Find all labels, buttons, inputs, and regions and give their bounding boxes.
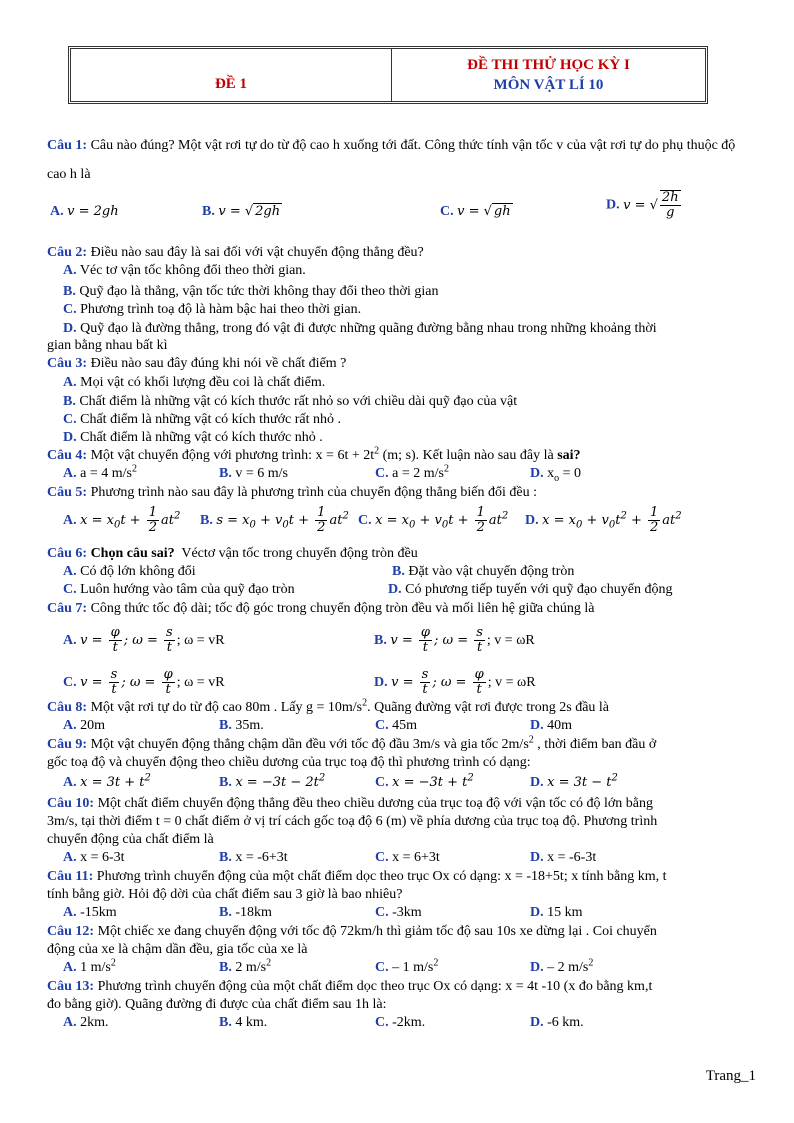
q6-option-b: B. Đặt vào vật chuyển động tròn xyxy=(392,564,575,579)
q13-option-c: C. -2km. xyxy=(375,1015,426,1030)
question-6: Câu 6: Chọn câu sai? Véctơ vận tốc trong chuyển động tròn đều xyxy=(47,546,418,561)
q3-option-a: A. Mọi vật có khối lượng đều coi là chất điểm. xyxy=(63,375,326,390)
question-13-cont: đo bằng giờ). Quãng đường đi được của chất điểm sau 1h là: xyxy=(47,997,387,1012)
q7-option-c: C. v = $\frac{s}{t}$ ; ω = $\frac{\varphi}{t}$ ; ω = vR xyxy=(63,667,225,697)
q9-option-d: D. $x = 3t - t^2$ xyxy=(530,772,618,790)
q12-option-c: C. – 1 $m/s^2$ xyxy=(375,957,439,975)
question-2: Câu 2: Điều nào sau đây là sai đối với vật chuyển động thẳng đều? xyxy=(47,245,424,260)
q7-option-d: D. v = $\frac{s}{t}$ ; ω = $\frac{\varphi}{t}$ ; v = ωR xyxy=(374,667,536,697)
q5-option-a: A. $x = x_0t$ + $\frac{1}{2}$ $at^2$ xyxy=(63,505,181,535)
question-9-cont: gốc toạ độ và chuyển động theo chiều dương của trục toạ độ thì phương trình có dạng: xyxy=(47,755,531,770)
q7-option-a: A. v = $\frac{\varphi}{t}$ ; ω = $\frac{s}{t}$ ; ω = vR xyxy=(63,625,225,655)
q4-option-a: A. a = 4 $m/s^2$ xyxy=(63,463,137,481)
q13-option-d: D. -6 km. xyxy=(530,1015,584,1030)
question-7: Câu 7: Công thức tốc độ dài; tốc độ góc trong chuyển động tròn đều và mối liên hệ giữa chúng là xyxy=(47,601,595,616)
q2-option-b: B. Quỹ đạo là thẳng, vận tốc tức thời không thay đổi theo thời gian xyxy=(63,284,439,299)
q11-option-d: D. 15 km xyxy=(530,905,583,920)
q3-option-c: C. Chất điểm là những vật có kích thước rất nhỏ . xyxy=(63,412,342,427)
q10-option-d: D. x = -6-3t xyxy=(530,850,597,865)
q6-option-c: C. Luôn hướng vào tâm của quỹ đạo tròn xyxy=(63,582,295,597)
q1-option-b: B. v = √ 2gh xyxy=(202,204,281,219)
question-3: Câu 3: Điều nào sau đây đúng khi nói về chất điểm ? xyxy=(47,356,347,371)
q8-option-a: A. 20m xyxy=(63,718,106,733)
q11-option-c: C. -3km xyxy=(375,905,422,920)
exam-code xyxy=(71,49,392,101)
question-5: Câu 5: Phương trình nào sau đây là phương trình của chuyển động thẳng biến đổi đều : xyxy=(47,485,537,500)
q12-option-b: B. 2 $m/s^2$ xyxy=(219,957,272,975)
q5-option-c: C. $x = x_0 + v_0t$ + $\frac{1}{2}$ $at^2$ xyxy=(358,505,509,535)
question-text: Câu nào đúng? Một vật rơi tự do từ độ cao h xuống tới đất. Công thức tính vận tốc v của vật rơi tự do phụ thuộc độ cao h là xyxy=(47,138,736,182)
exam-title xyxy=(392,49,705,101)
exam-title-line1: ĐỀ THI THỬ HỌC KỲ I xyxy=(467,57,630,73)
q7-option-b: B. v = $\frac{\varphi}{t}$ ; ω = $\frac{s}{t}$ ; v = ωR xyxy=(374,625,535,655)
question-12: Câu 12: Một chiếc xe đang chuyển động với tốc độ 72km/h thì giảm tốc độ sau 10s xe dừng lại . Coi chuyển xyxy=(47,924,657,939)
question-8: Câu 8: Một vật rơi tự do từ độ cao 80m . Lấy $g = 10m/s^2$. Quãng đường vật rơi được trong 2s đầu là xyxy=(47,697,610,715)
q4-option-d: D. $x_o = 0$ xyxy=(530,466,582,484)
question-9: Câu 9: Một vật chuyển động thẳng chậm dần đều với tốc độ đầu 3m/s và gia tốc $2m/s^2$ , thời điểm ban đầu ở xyxy=(47,734,657,752)
q13-option-a: A. 2km. xyxy=(63,1015,109,1030)
q10-option-c: C. x = 6+3t xyxy=(375,850,440,865)
q1-option-c: C. v = √ gh xyxy=(440,204,511,219)
q2-option-d-cont: gian bằng nhau bất kì xyxy=(47,338,168,353)
q3-option-b: B. Chất điểm là những vật có kích thước rất nhỏ so với chiều dài quỹ đạo của vật xyxy=(63,394,518,409)
question-number: Câu 1: xyxy=(47,138,88,153)
q4-option-c: C. a = 2 $m/s^2$ xyxy=(375,463,449,481)
question-1 xyxy=(47,131,757,189)
q12-option-d: D. – 2 $m/s^2$ xyxy=(530,957,594,975)
exam-header xyxy=(68,46,708,104)
question-10-cont2: chuyển động của chất điểm là xyxy=(47,832,214,847)
exam-title-line2: MÔN VẬT LÍ 10 xyxy=(493,77,604,93)
q1-option-a: A. v = 2gh xyxy=(50,204,119,219)
question-12-cont: động của xe là chậm dần đều, gia tốc của xe là xyxy=(47,942,308,957)
q9-option-b: B. $x = -3t - 2t^2$ xyxy=(219,772,326,790)
q3-option-d: D. Chất điểm là những vật có kích thước nhỏ . xyxy=(63,430,323,445)
q4-option-b: B. v = 6 m/s xyxy=(219,466,288,481)
q5-option-b: B. $s = x_0 + v_0t$ + $\frac{1}{2}$ $at^2$ xyxy=(200,505,349,535)
q6-option-a: A. Có độ lớn không đổi xyxy=(63,564,196,579)
q8-option-c: C. 45m xyxy=(375,718,418,733)
question-11-cont: tính bằng giờ. Hỏi độ dời của chất điểm sau 3 giờ là bao nhiêu? xyxy=(47,887,403,902)
q2-option-a: A. Véc tơ vận tốc không đổi theo thời gian. xyxy=(63,263,306,278)
q10-option-b: B. x = -6+3t xyxy=(219,850,288,865)
q10-option-a: A. x = 6-3t xyxy=(63,850,125,865)
q13-option-b: B. 4 km. xyxy=(219,1015,268,1030)
q5-option-d: D. $x = x_0 + v_0t^2$ + $\frac{1}{2}$ $at^2$ xyxy=(525,505,682,535)
q2-option-d: D. Quỹ đạo là đường thẳng, trong đó vật đi được những quãng đường bằng nhau trong những khoảng thời xyxy=(63,321,657,336)
q1-option-d: D. v = √ $\frac{2h}{g}$ xyxy=(606,190,679,220)
q8-option-d: D. 40m xyxy=(530,718,573,733)
q11-option-a: A. -15km xyxy=(63,905,117,920)
question-10: Câu 10: Một chất điểm chuyển động thẳng đều theo chiều dương của trục toạ độ với vận tốc có độ lớn bằng xyxy=(47,796,653,811)
q9-option-a: A. $x = 3t + t^2$ xyxy=(63,772,151,790)
q6-option-d: D. Có phương tiếp tuyến với quỹ đạo chuyển động xyxy=(388,582,673,597)
exam-code-label: ĐỀ 1 xyxy=(214,75,248,92)
page-number: Trang_1 xyxy=(705,1068,756,1084)
q11-option-b: B. -18km xyxy=(219,905,272,920)
question-4: Câu 4: Một vật chuyển động với phương trình: $x = 6t + 2t^2$ (m; s). Kết luận nào sau đây là sai? xyxy=(47,445,581,463)
question-13: Câu 13: Phương trình chuyển động của một chất điểm dọc theo trục Ox có dạng: x = 4t -10 (x đo bằng km,t xyxy=(47,979,653,994)
question-11: Câu 11: Phương trình chuyển động của một chất điểm dọc theo trục Ox có dạng: x = -18+5t; x tính bằng km, t xyxy=(47,869,667,884)
q8-option-b: B. 35m. xyxy=(219,718,264,733)
question-10-cont1: 3m/s, tại thời điểm t = 0 chất điểm ở vị trí cách gốc toạ độ 6 (m) về phía dương của trục toạ độ. Phương trình xyxy=(47,814,658,829)
q12-option-a: A. 1 $m/s^2$ xyxy=(63,957,116,975)
q2-option-c: C. Phương trình toạ độ là hàm bậc hai theo thời gian. xyxy=(63,302,362,317)
q9-option-c: C. $x = -3t + t^2$ xyxy=(375,772,474,790)
